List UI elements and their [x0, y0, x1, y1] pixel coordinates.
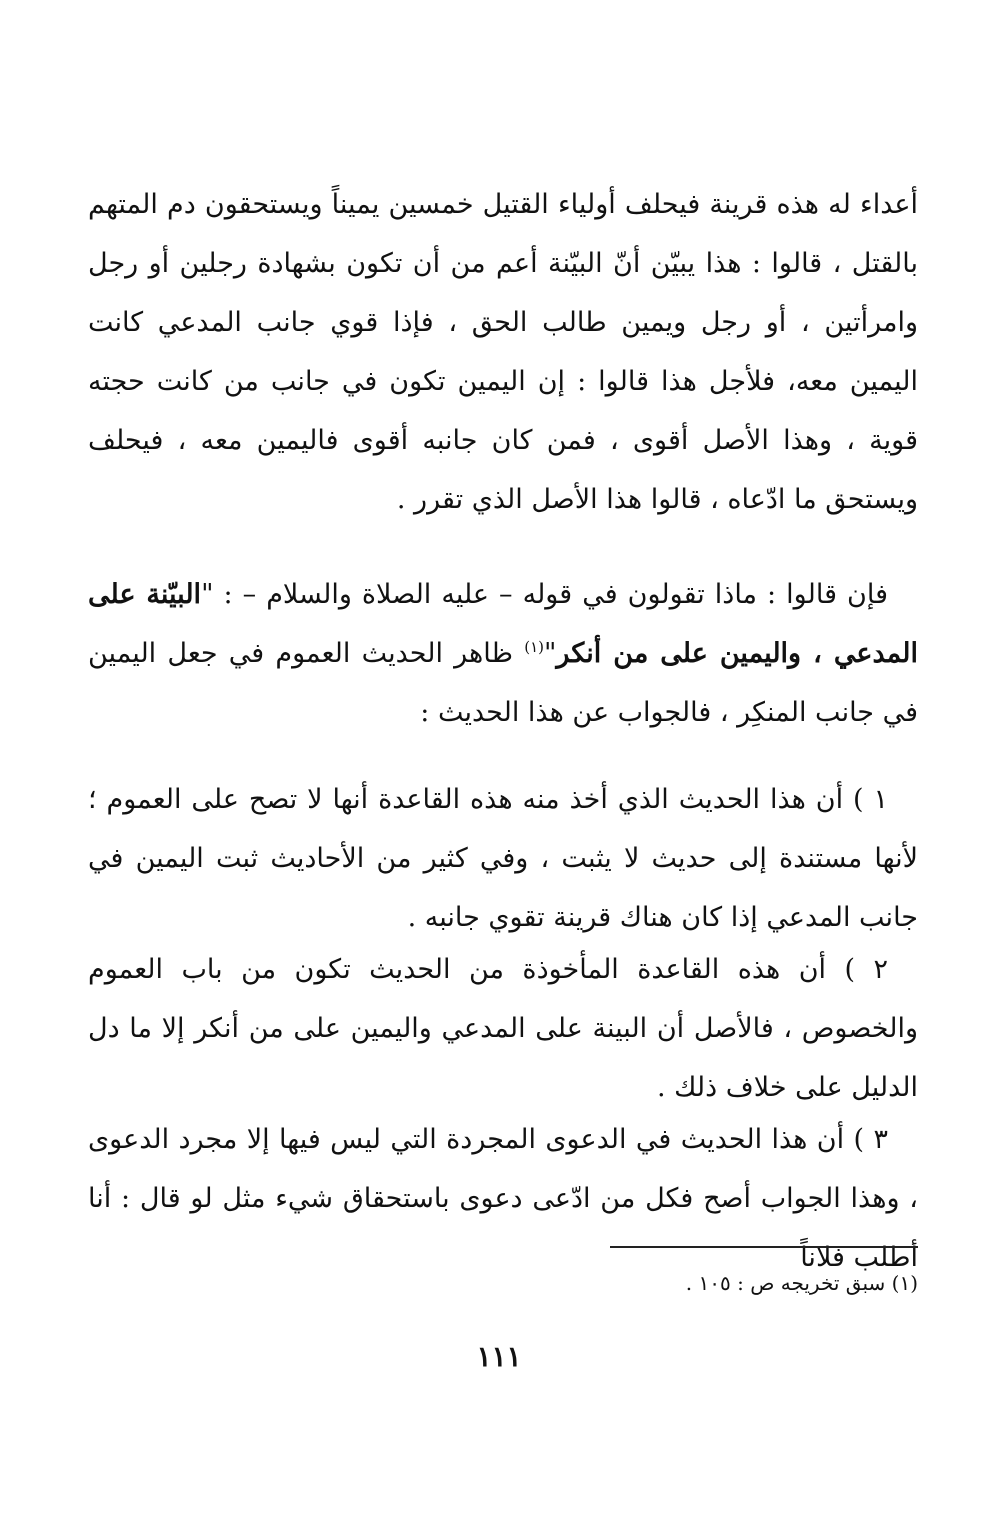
- paragraph-2-rest: ظاهر الحديث العموم في جعل اليمين في جانب المنكِر ، فالجواب عن هذا الحديث :: [88, 638, 918, 728]
- footnote-divider: [610, 1246, 918, 1248]
- paragraph-5: [88, 1110, 918, 1287]
- paragraph-2-intro: فإن قالوا : ماذا تقولون في قوله – عليه الصلاة والسلام – : ": [201, 579, 888, 610]
- paragraph-2: [88, 565, 918, 742]
- hadith-quote: البيّنة على المدعي ، واليمين على من أنكر: [88, 579, 918, 669]
- paragraph-2-text: [88, 565, 918, 742]
- paragraph-1-text: أعداء له هذه قرينة فيحلف أولياء القتيل خمسين يميناً ويستحقون دم المتهم بالقتل ، قالوا : هذا يبيّن أنّ البيّنة أعم من أن تكون بشهادة رجلين أو رجل وامرأتين ، أو رجل ويمين طالب الحق ، فإذا قوي جانب المدعي كانت اليمين معه، فلأجل هذا قالوا : إن اليمين تكون في جانب من كانت حجته قوية ، وهذا الأصل أقوى ، فمن كان جانبه أقوى فاليمين معه ، فيحلف ويستحق ما ادّعاه ، قالوا هذا الأصل الذي تقرر .: [88, 189, 918, 515]
- paragraph-3: [88, 770, 918, 947]
- paragraph-4-text: ٢ ) أن هذه القاعدة المأخوذة من الحديث تكون من باب العموم والخصوص ، فالأصل أن البينة على المدعي واليمين على من أنكر إلا ما دل الدليل على خلاف ذلك .: [88, 954, 918, 1103]
- page-number: ١١١: [476, 1340, 522, 1373]
- paragraph-1: [88, 175, 918, 529]
- paragraph-3-text: ١ ) أن هذا الحديث الذي أخذ منه هذه القاعدة أنها لا تصح على العموم ؛ لأنها مستندة إلى حديث لا يثبت ، وفي كثير من الأحاديث ثبت اليمين في جانب المدعي إذا كان هناك قرينة تقوي جانبه .: [88, 784, 918, 933]
- footnote: (١) سبق تخريجه ص : ١٠٥ .: [685, 1271, 918, 1295]
- footnote-reference: (١): [524, 638, 544, 656]
- paragraph-5-text: ٣ ) أن هذا الحديث في الدعوى المجردة التي ليس فيها إلا مجرد الدعوى ، وهذا الجواب أصح فكل من ادّعى دعوى باستحقاق شيء مثل لو قال : أنا أطلب فلاناً: [88, 1124, 918, 1273]
- paragraph-4: [88, 940, 918, 1117]
- quote-close: ": [544, 638, 557, 669]
